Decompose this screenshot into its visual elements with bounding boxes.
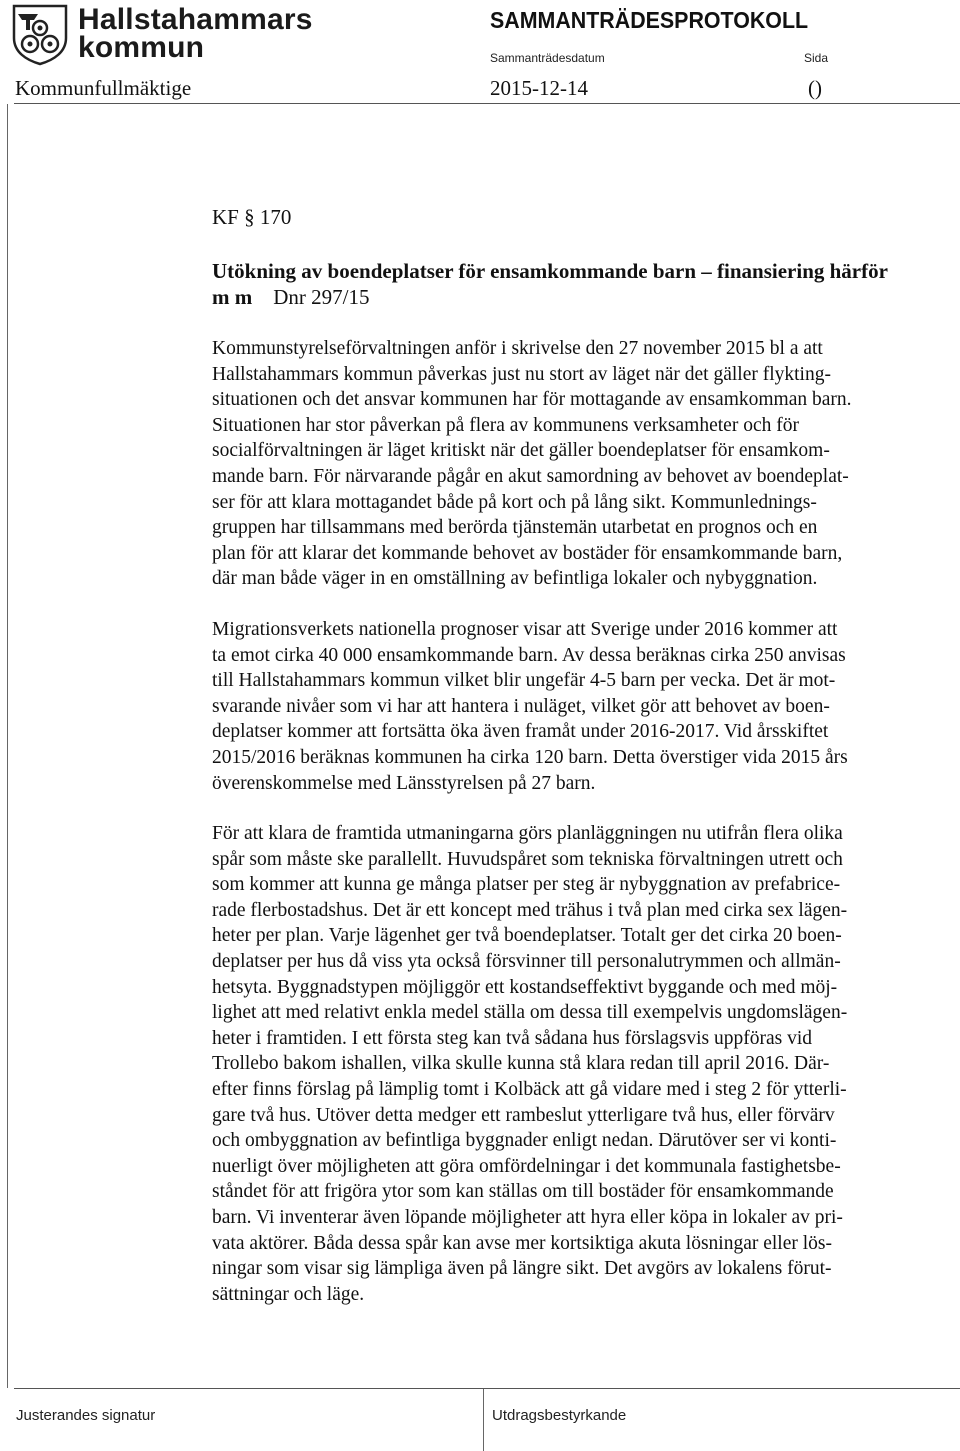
signature-label: Justerandes signatur — [16, 1407, 156, 1424]
text-line: hetsyta. Byggnadstypen möjliggör ett kostandseffektivt byggande och med möj- — [212, 976, 838, 998]
text-line: situationen och det ansvar kommunen har för mottagande av ensamkomman barn. — [212, 389, 852, 411]
text-line: barn. Vi inventerar även löpande möjligheter att hyra eller köpa in lokaler av pri- — [212, 1206, 843, 1228]
section-heading — [212, 258, 924, 310]
document-title: SAMMANTRÄDESPROTOKOLL — [490, 7, 809, 33]
text-line: lighet att med relativt enkla medel ställa om dessa till exempelvis ungdomslägen- — [212, 1002, 848, 1024]
logo-text-line1: Hallstahammars — [78, 3, 313, 36]
text-line: gruppen har tillsammans med berörda tjänstemän utarbetat en prognos och en — [212, 517, 818, 539]
text-line: plan för att klarar det kommande behovet av bostäder för ensamkommande barn, — [212, 542, 843, 564]
text-line: efter finns förslag på lämplig tomt i Kolbäck att gå vidare med i steg 2 för ytterli- — [212, 1078, 847, 1100]
text-line: sättningar och läge. — [212, 1283, 365, 1305]
text-line: vata aktörer. Båda dessa spår kan avse mer kortsiktiga akuta lösningar eller lös- — [212, 1232, 833, 1254]
organisation-name: Kommunfullmäktige — [15, 76, 192, 100]
meeting-date-label: Sammanträdesdatum — [490, 51, 605, 65]
text-line: 2015/2016 beräknas kommunen ha cirka 120 barn. Detta överstiger vida 2015 års — [212, 746, 848, 768]
text-line: Hallstahammars kommun påverkas just nu stort av läget när det gäller flykting- — [212, 363, 831, 385]
text-line: Migrationsverkets nationella prognoser visar att Sverige under 2016 kommer att — [212, 619, 838, 640]
text-line: spår som måste ske parallellt. Huvudspåret som tekniska förvaltningen utrett och — [212, 848, 843, 870]
text-line: ta emot cirka 40 000 ensamkommande barn. Av dessa beräknas cirka 250 anvisas — [212, 644, 846, 666]
left-margin-rule — [7, 104, 8, 1388]
footer-divider — [14, 1388, 960, 1389]
text-line: heter per plan. Varje lägenhet ger två boendeplatser. Totalt ger det cirka 20 boen- — [212, 925, 842, 947]
text-line: som kommer att kunna ge många platser per steg är nybyggnation av prefabrice- — [212, 874, 841, 896]
section-number: KF § 170 — [212, 205, 292, 229]
text-line: För att klara de framtida utmaningarna görs planläggningen nu utifrån flera olika — [212, 823, 843, 844]
text-line: och ombyggnation av befintliga byggnader enligt nedan. Därutöver ser vi konti- — [212, 1130, 837, 1152]
page-number: () — [808, 76, 822, 100]
text-line: till Hallstahammars kommun vilket blir ungefär 4-5 barn per vecka. Det är mot- — [212, 670, 836, 692]
text-line: gare två hus. Utöver detta medger ett rambeslut ytterligare två hus, eller förvärv — [212, 1104, 835, 1126]
text-line: socialförvaltningen är läget kritiskt när det gäller boendeplatser för ensamkom- — [212, 440, 830, 462]
text-line: nuerligt över möjligheten att göra omfördelningar i det kommunala fastighetsbe- — [212, 1155, 841, 1177]
page-label: Sida — [804, 51, 829, 65]
paragraph-3 — [212, 821, 924, 1307]
logo-text-line2: kommun — [78, 31, 205, 64]
text-line: deplatser per hus då viss yta också försvinner till personalutrymmen och allmän- — [212, 950, 841, 972]
text-line: svarande nivåer som vi har att hantera i nuläget, vilket gör att behovet av boen- — [212, 695, 830, 717]
municipal-coat-of-arms-icon — [10, 4, 70, 66]
text-line: Kommunstyrelseförvaltningen anför i skrivelse den 27 november 2015 bl a att — [212, 338, 823, 359]
text-line: där man både väger in en omställning av befintliga lokaler och nybyggnation. — [212, 568, 818, 590]
text-line: rade flerbostadshus. Det är ett koncept med trähus i två plan med cirka sex lägen- — [212, 899, 848, 921]
section-title-line2: m m — [212, 285, 253, 309]
text-line: Trollebo bakom ishallen, vilka skulle kunna stå klara redan till april 2016. Där- — [212, 1053, 830, 1075]
text-line: mande barn. För närvarande pågår en akut samordning av behovet av boendeplat- — [212, 465, 849, 487]
paragraph-2 — [212, 617, 924, 796]
extract-certification-label: Utdragsbestyrkande — [492, 1407, 627, 1424]
text-line: heter i framtiden. I ett första steg kan två sådana hus förslagsvis uppföras vid — [212, 1027, 812, 1049]
text-line: ståndet för att frigöra ytor som kan ställas om till bostäder för ensamkommande — [212, 1181, 834, 1203]
case-number: Dnr 297/15 — [273, 285, 370, 309]
text-line: överenskommelse med Länsstyrelsen på 27 barn. — [212, 772, 596, 794]
text-line: deplatser kommer att fortsätta öka även framåt under 2016-2017. Vid årsskiftet — [212, 721, 829, 743]
meeting-date-value: 2015-12-14 — [490, 76, 588, 100]
paragraph-1 — [212, 336, 924, 592]
text-line: ningar som visar sig lämpliga även på längre sikt. Det avgörs av lokalens förut- — [212, 1258, 832, 1280]
section-title-line1: Utökning av boendeplatser för ensamkommande barn – finansiering härför — [212, 259, 888, 283]
text-line: Situationen har stor påverkan på flera av kommunens verksamheter och för — [212, 414, 799, 436]
text-line: ser för att klara mottagandet både på kort och på lång sikt. Kommunlednings- — [212, 491, 817, 513]
header-divider — [14, 103, 960, 104]
footer-column-divider — [483, 1389, 484, 1451]
